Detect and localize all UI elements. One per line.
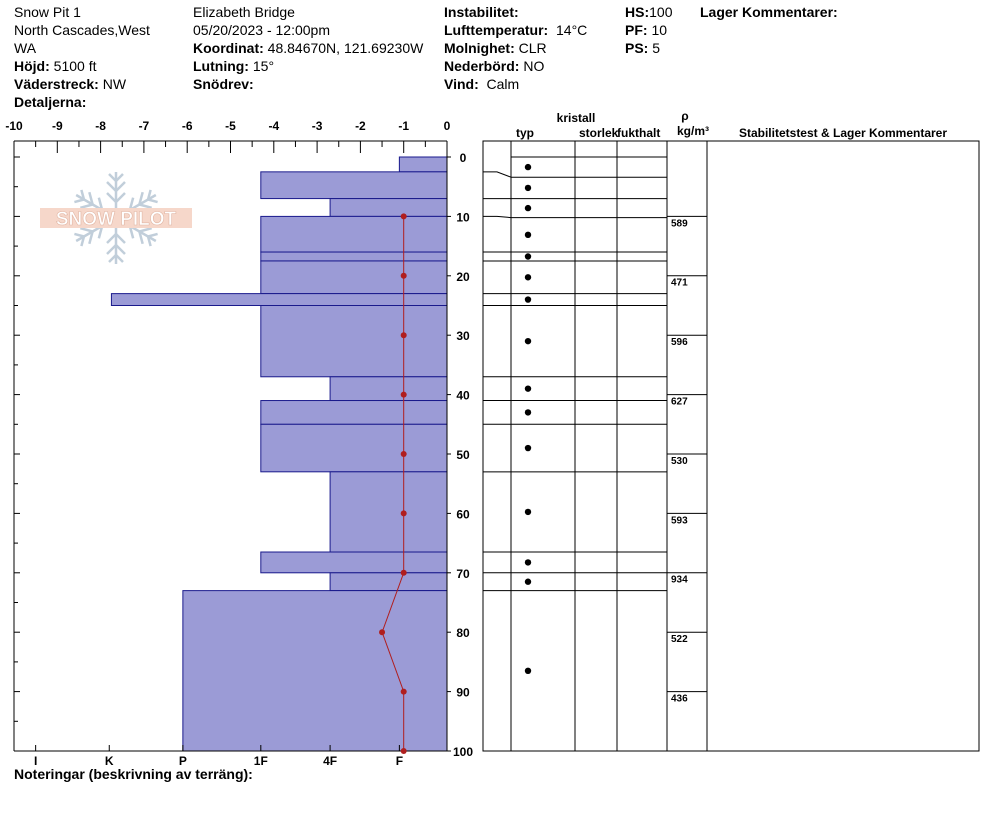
location-line1: North Cascades,West (14, 22, 150, 38)
datetime: 05/20/2023 - 12:00pm (193, 22, 330, 38)
pit-name: Snow Pit 1 (14, 4, 81, 20)
depth-tick-label: 10 (456, 210, 470, 225)
temperature-point (379, 629, 385, 635)
header-moisture: fukthalt (617, 126, 661, 140)
depth-tick-label: 60 (456, 507, 470, 522)
crystal-type-marker (525, 668, 531, 674)
hardness-layer-bar (261, 401, 447, 425)
header-crystal: kristall (556, 111, 596, 125)
density-value: 627 (671, 396, 688, 408)
hardness-layer-bar (330, 377, 447, 401)
crystal-type-marker (525, 338, 531, 344)
temperature-tick-label: -9 (51, 119, 63, 133)
temperature-point (401, 748, 407, 754)
depth-tick-label: 90 (456, 685, 470, 700)
aspect-value: NW (102, 76, 127, 92)
crystal-type-marker (525, 579, 531, 585)
wind-value: Calm (486, 76, 520, 92)
header-size: storlek (579, 126, 619, 140)
snowpilot-logo (40, 172, 192, 264)
crystal-type-marker (525, 205, 531, 211)
snowpilot-logo-text: SNOW PILOT (55, 209, 177, 230)
header-rho: ρ (681, 109, 689, 123)
crystal-type-marker (525, 185, 531, 191)
hardness-layer-bar (261, 306, 447, 377)
layer-depth-connector (483, 216, 511, 217)
depth-tick-label: 0 (459, 151, 467, 165)
crystal-type-marker (525, 296, 531, 302)
hardness-tick-label: P (178, 754, 187, 768)
temperature-point (401, 689, 407, 695)
density-value: 934 (671, 574, 688, 586)
crystal-type-marker (525, 253, 531, 259)
temperature-tick-label: -5 (225, 119, 236, 133)
layer-table-frame (483, 141, 979, 751)
hs-value: 100 (649, 4, 673, 20)
temperature-tick-label: -1 (398, 119, 410, 133)
temperature-tick-label: -8 (95, 119, 106, 133)
aspect-label: Väderstreck: (14, 76, 99, 92)
airtemp-label: Lufttemperatur: (444, 22, 549, 38)
header-density-unit: kg/m³ (676, 124, 710, 138)
hs-label: HS: (625, 4, 650, 20)
hardness-tick-label: 4F (323, 754, 338, 768)
density-value: 471 (671, 277, 688, 289)
hardness-layer-bar (183, 591, 447, 751)
observer: Elizabeth Bridge (193, 4, 295, 20)
drift-label: Snödrev: (193, 76, 254, 92)
depth-tick-label: 50 (456, 448, 470, 462)
location-line2: WA (14, 40, 37, 56)
header-type: typ (516, 126, 534, 140)
depth-tick-label: 100 (452, 745, 474, 759)
hardness-layer-bar (399, 157, 447, 172)
depth-tick-label: 20 (456, 269, 470, 284)
temperature-tick-label: -4 (268, 119, 280, 133)
depth-tick-label: 30 (456, 329, 470, 344)
temperature-point (401, 213, 407, 219)
temperature-point (401, 392, 407, 398)
ps-label: PS: (625, 40, 649, 56)
crystal-type-marker (525, 559, 531, 565)
cloud-value: CLR (518, 40, 547, 56)
density-value: 436 (671, 693, 688, 705)
temperature-tick-label: 0 (443, 119, 451, 133)
temperature-tick-label: -3 (311, 119, 323, 133)
details-label: Detaljerna: (14, 94, 87, 110)
header-stability: Stabilitetstest & Lager Kommentarer (738, 126, 948, 140)
density-value: 596 (671, 337, 688, 349)
depth-tick-label: 70 (456, 566, 470, 581)
coord-label: Koordinat: (193, 40, 264, 56)
pf-value: 10 (651, 22, 668, 38)
coord-value: 48.84670N, 121.69230W (267, 40, 424, 56)
hardness-layer-bar (330, 199, 447, 217)
wind-label: Vind: (444, 76, 479, 92)
crystal-type-marker (525, 164, 531, 170)
crystal-type-marker (525, 409, 531, 415)
hardness-layer-bar (261, 172, 447, 199)
crystal-type-marker (525, 232, 531, 238)
temperature-point (401, 273, 407, 279)
airtemp-value: 14°C (556, 22, 588, 38)
precip-label: Nederbörd: (444, 58, 520, 74)
crystal-type-marker (525, 445, 531, 451)
hardness-tick-label: K (104, 754, 114, 768)
density-value: 522 (671, 634, 688, 646)
crystal-type-marker (525, 274, 531, 280)
temperature-tick-label: -10 (5, 119, 23, 133)
temperature-tick-label: -2 (355, 119, 366, 133)
cloud-label: Molnighet: (444, 40, 515, 56)
ps-value: 5 (652, 40, 661, 56)
depth-tick-label: 40 (456, 388, 470, 403)
elevation-value: 5100 ft (53, 58, 97, 74)
depth-tick-label: 80 (456, 626, 470, 641)
hardness-tick-label: I (33, 754, 38, 768)
temperature-point (401, 510, 407, 516)
hardness-layer-bar (261, 216, 447, 252)
density-value: 530 (671, 455, 688, 467)
temperature-tick-label: -7 (138, 119, 150, 133)
crystal-type-marker (525, 509, 531, 515)
hardness-layer-bar (330, 573, 447, 591)
elevation-label: Höjd: (14, 58, 50, 74)
hardness-layer-bar (261, 424, 447, 472)
slope-value: 15° (252, 58, 275, 74)
density-value: 589 (671, 218, 688, 230)
hardness-layer-bar (261, 252, 447, 261)
instability-label: Instabilitet: (444, 4, 519, 20)
temperature-point (401, 451, 407, 457)
precip-value: NO (523, 58, 545, 74)
crystal-type-marker (525, 385, 531, 391)
hardness-layer-bar (330, 472, 447, 552)
temperature-point (401, 332, 407, 338)
temperature-point (401, 570, 407, 576)
layer-depth-connector (483, 172, 511, 177)
density-value: 593 (671, 515, 688, 527)
hardness-layer-bar (261, 552, 447, 573)
hardness-layer-bar (261, 261, 447, 294)
hardness-tick-label: 1F (253, 754, 268, 768)
hardness-layer-bar (111, 294, 447, 306)
hardness-tick-label: F (395, 754, 404, 768)
temperature-tick-label: -6 (181, 119, 193, 133)
layer-comments-label: Lager Kommentarer: (700, 4, 838, 20)
pf-label: PF: (625, 22, 648, 38)
slope-label: Lutning: (193, 58, 249, 74)
notes-label: Noteringar (beskrivning av terräng): (14, 766, 253, 782)
